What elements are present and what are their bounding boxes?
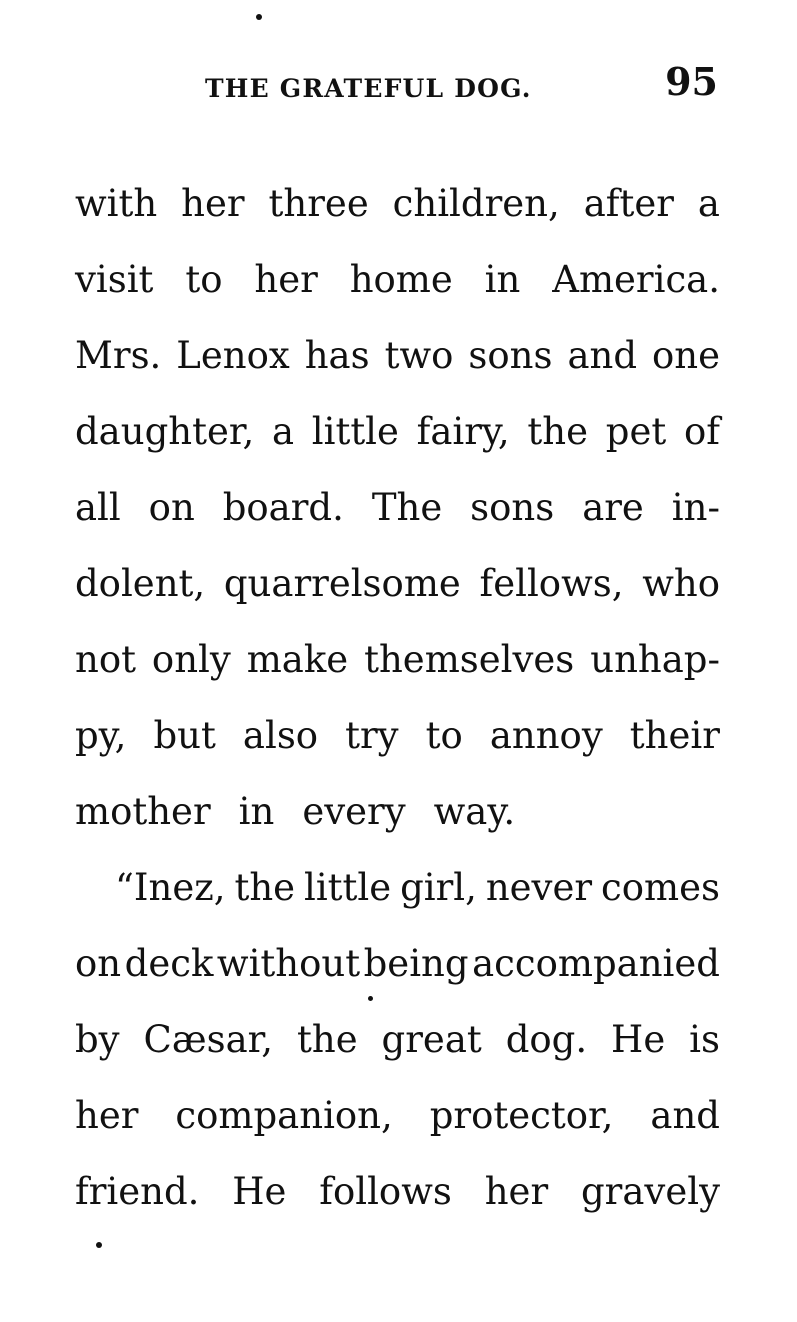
- word: little: [304, 866, 392, 909]
- word: deck: [124, 942, 214, 985]
- word: but: [153, 714, 216, 757]
- word: has: [304, 334, 370, 377]
- word: daughter,: [75, 410, 255, 453]
- word: being: [363, 942, 469, 985]
- body-text: [75, 178, 720, 1242]
- word: America.: [552, 258, 720, 301]
- word: sons: [470, 486, 555, 529]
- page-number: 95: [665, 59, 718, 104]
- text-line-12: [75, 1014, 720, 1090]
- word: her: [75, 1094, 139, 1137]
- ink-speck: [96, 1242, 102, 1248]
- word: unhap-: [590, 638, 720, 681]
- word: follows: [319, 1170, 452, 1213]
- word: with: [75, 182, 158, 225]
- word: great: [381, 1018, 482, 1061]
- word: visit: [75, 258, 154, 301]
- word: annoy: [489, 714, 603, 757]
- word: The: [371, 486, 443, 529]
- word: also: [242, 714, 319, 757]
- word: every: [302, 790, 406, 833]
- word: in-: [671, 486, 720, 529]
- word: He: [611, 1018, 666, 1061]
- text-line-9: [75, 786, 720, 862]
- word: after: [583, 182, 674, 225]
- word: little: [311, 410, 399, 453]
- word: her: [254, 258, 318, 301]
- word: their: [629, 714, 720, 757]
- word: protector,: [429, 1094, 614, 1137]
- word: a: [697, 182, 720, 225]
- ink-speck: [368, 996, 373, 1001]
- word: children,: [392, 182, 560, 225]
- word: fellows,: [479, 562, 624, 605]
- word: one: [651, 334, 720, 377]
- word: themselves: [364, 638, 575, 681]
- word: dog.: [505, 1018, 588, 1061]
- word: mother: [75, 790, 211, 833]
- word: companion,: [175, 1094, 393, 1137]
- word: without: [216, 942, 361, 985]
- word: who: [642, 562, 720, 605]
- word: friend.: [75, 1170, 200, 1213]
- text-line-6: [75, 558, 720, 634]
- word: gravely: [581, 1170, 720, 1213]
- word: on: [75, 942, 122, 985]
- text-line-4: [75, 406, 720, 482]
- word: in: [484, 258, 521, 301]
- word: to: [185, 258, 223, 301]
- word: sons: [468, 334, 553, 377]
- word: Lenox: [176, 334, 290, 377]
- word: her: [484, 1170, 549, 1213]
- word: pet: [605, 410, 667, 453]
- word: board.: [222, 486, 344, 529]
- word: two: [384, 334, 454, 377]
- word: a: [271, 410, 295, 453]
- text-line-1: [75, 178, 720, 254]
- text-line-7: [75, 634, 720, 710]
- word: on: [148, 486, 195, 529]
- text-line-2: [75, 254, 720, 330]
- text-line-14: [75, 1166, 720, 1242]
- word: make: [246, 638, 349, 681]
- text-line-8: [75, 710, 720, 786]
- text-line-5: [75, 482, 720, 558]
- word: He: [232, 1170, 287, 1213]
- running-head: [75, 59, 720, 104]
- word: the: [234, 866, 296, 909]
- word: and: [650, 1094, 720, 1137]
- word: girl,: [400, 866, 477, 909]
- word: by: [75, 1018, 120, 1061]
- word: “Inez,: [115, 866, 226, 909]
- word: the: [527, 410, 589, 453]
- word: of: [683, 410, 720, 453]
- word: only: [151, 638, 231, 681]
- text-line-11: [75, 938, 720, 1014]
- word: the: [297, 1018, 358, 1061]
- word: to: [425, 714, 463, 757]
- word: is: [689, 1018, 720, 1061]
- word: her: [181, 182, 245, 225]
- text-line-13: [75, 1090, 720, 1166]
- word: py,: [75, 714, 127, 757]
- word: accompanied: [472, 942, 720, 985]
- word: three: [268, 182, 369, 225]
- word: home: [349, 258, 453, 301]
- word: never: [485, 866, 593, 909]
- text-line-10: [75, 862, 720, 938]
- word: try: [345, 714, 399, 757]
- word: are: [582, 486, 644, 529]
- word: all: [75, 486, 121, 529]
- ink-speck: [256, 14, 262, 20]
- word: not: [75, 638, 136, 681]
- word: quarrelsome: [223, 562, 461, 605]
- word: Cæsar,: [143, 1018, 274, 1061]
- word: dolent,: [75, 562, 206, 605]
- word: Mrs.: [75, 334, 162, 377]
- word: comes: [600, 866, 720, 909]
- word: way.: [433, 790, 516, 833]
- running-title: THE GRATEFUL DOG.: [205, 74, 532, 103]
- text-line-3: [75, 330, 720, 406]
- word: fairy,: [416, 410, 510, 453]
- word: and: [567, 334, 638, 377]
- word: in: [238, 790, 275, 833]
